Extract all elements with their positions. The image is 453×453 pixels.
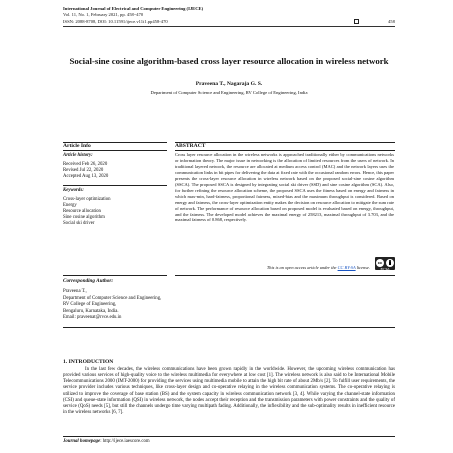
- keyword-item: Sine cosine algorithm: [63, 215, 105, 220]
- corresponding-rule: [63, 327, 395, 328]
- cc-license-icon[interactable]: [375, 257, 395, 270]
- journal-issn: ISSN: 2088-8708, DOI: 10.11591/ijece.v11i1.pp458-470: [63, 18, 168, 24]
- journal-footer: [63, 439, 150, 444]
- introduction-text: In the last few decades, the wireless communications have been grown rapidly in the worldwide. However, the upcoming wireless communication has provided various services of high-quality voice to the wireless multimedia for everywhere at low cost [1]. The wireless network is also said to be International Mobile Telecommunications 2000 (IMT-2000) for providing the services using multimedia mobile to attain the high bit rate of about 2Mb/s [2]. To fulfill user requirements, the service provider includes various techniques, like cross-layer design and co-operative relaying in the wireless communication systems. The co-operative relaying is utilized to improve the coverage of base station (BS) and the system capacity in wireless communication network [3, 4]. While varying the channel-state information (CSI) and queue-state information (QSI) in wireless network, the nodes accept their reception and the transmission parameters with power constraints and the quality of service (QoS) needs [5], but still the channels undergo time varying multipath fading. Additionally, the inflexibility and the sub-optimality results in inefficient resource in the wireless networks [6, 7].: [63, 367, 395, 416]
- page-number: 458: [388, 18, 395, 24]
- paper-authors: Praveena T., Nagaraja G. S.: [195, 81, 263, 87]
- abstract-heading: ABSTRACT: [175, 143, 206, 149]
- article-info-heading: Article Info: [63, 143, 91, 149]
- corresponding-line: Department of Computer Science and Engineering,: [63, 295, 162, 301]
- abstract-rule-top: [175, 142, 395, 143]
- journal-name: International Journal of Electrical and Computer Engineering (IJECE): [63, 6, 204, 11]
- license-statement: [220, 265, 370, 270]
- abstract-rule: [175, 150, 395, 151]
- keywords-rule: [63, 185, 167, 186]
- cc-icon: cc: [377, 259, 383, 265]
- footer-label: Journal homepage: [63, 439, 101, 444]
- article-info-rule: [63, 150, 167, 151]
- footer-url[interactable]: : http://ijece.iaescore.com: [100, 439, 150, 444]
- abstract-rule-bottom: [175, 275, 395, 276]
- footer-rule: [63, 436, 395, 437]
- history-received: Received Feb 26, 2020: [63, 162, 108, 167]
- history-accepted: Accepted Aug 13, 2020: [63, 174, 109, 179]
- keyword-item: Resource allocation: [63, 209, 101, 214]
- license-link[interactable]: CC BY-SA: [337, 265, 356, 270]
- journal-logo-icon: [354, 19, 359, 24]
- attribution-icon: [386, 259, 394, 267]
- corresponding-line: RV College of Engineering,: [63, 302, 117, 307]
- paper-title: Social-sine cosine algorithm-based cross layer resource allocation in wireless network: [69, 56, 389, 66]
- journal-header: [63, 6, 395, 25]
- corresponding-line: Bengaluru, Karnataka, India.: [63, 308, 119, 314]
- keyword-item: Energy: [63, 203, 77, 208]
- abstract-text: Cross layer resource allocation in the wireless networks is approached traditionally either by communications networks or information theory. The major issue in networking is the allocation of limited resources from the users of network. In traditional layered network, the resource are allocated at medium access control (MAC) and the network layers uses the communication links in bit pipes for delivering the data at fixed rate with the occasional random errors. Hence, this paper presents the cross-layer resource allocation in wireless network based on the proposed social-sine cosine algorithm (SSCA). The proposed SSCA is designed by integrating social ski driver (SSD) and sine cosine algorithm (SCA). Also, for further refining the resource allocation scheme, the proposed SSCA uses the fitness based on energy and fairness in which max-min, hard-fairness, proportional fairness, mixed-bias and the maximum throughput is considered. Based on energy and fairness, the cross-layer optimization entity makes the decision on resource allocation to mitigate the sum rate of network. The performance of resource allocation based on proposed model is evaluated based on energy, throughput, and the fairness. The developed model achieves the maximal energy of 258213, maximal throughput of 3.703, and the maximal fairness of 0.868, respectively.: [175, 152, 394, 223]
- paper-affiliation: Department of Computer Science and Engineering, RV College of Engineering, India: [150, 90, 308, 95]
- history-revised: Revised Jul 22, 2020: [63, 168, 104, 173]
- cc-badge-label: BY SA: [380, 266, 390, 271]
- header-rule: [63, 26, 395, 27]
- info-rule-bottom: [63, 275, 167, 276]
- keywords-heading: Keywords:: [63, 188, 84, 193]
- keyword-item: Cross-layer optimization: [63, 197, 111, 202]
- license-suffix: license.: [356, 265, 370, 270]
- corresponding-email: Email: praveenat@rvce.edu.in: [63, 315, 122, 320]
- keyword-item: Social ski driver: [63, 221, 95, 226]
- corresponding-heading: Corresponding Author:: [63, 278, 114, 284]
- corresponding-line: Praveena T.,: [63, 289, 87, 294]
- license-text: This is an open access article under the: [266, 265, 337, 270]
- journal-volume: Vol. 11, No. 1, February 2021, pp. 458~470: [63, 12, 144, 18]
- history-heading: Article history:: [63, 153, 93, 158]
- section-heading: 1. INTRODUCTION: [63, 359, 114, 365]
